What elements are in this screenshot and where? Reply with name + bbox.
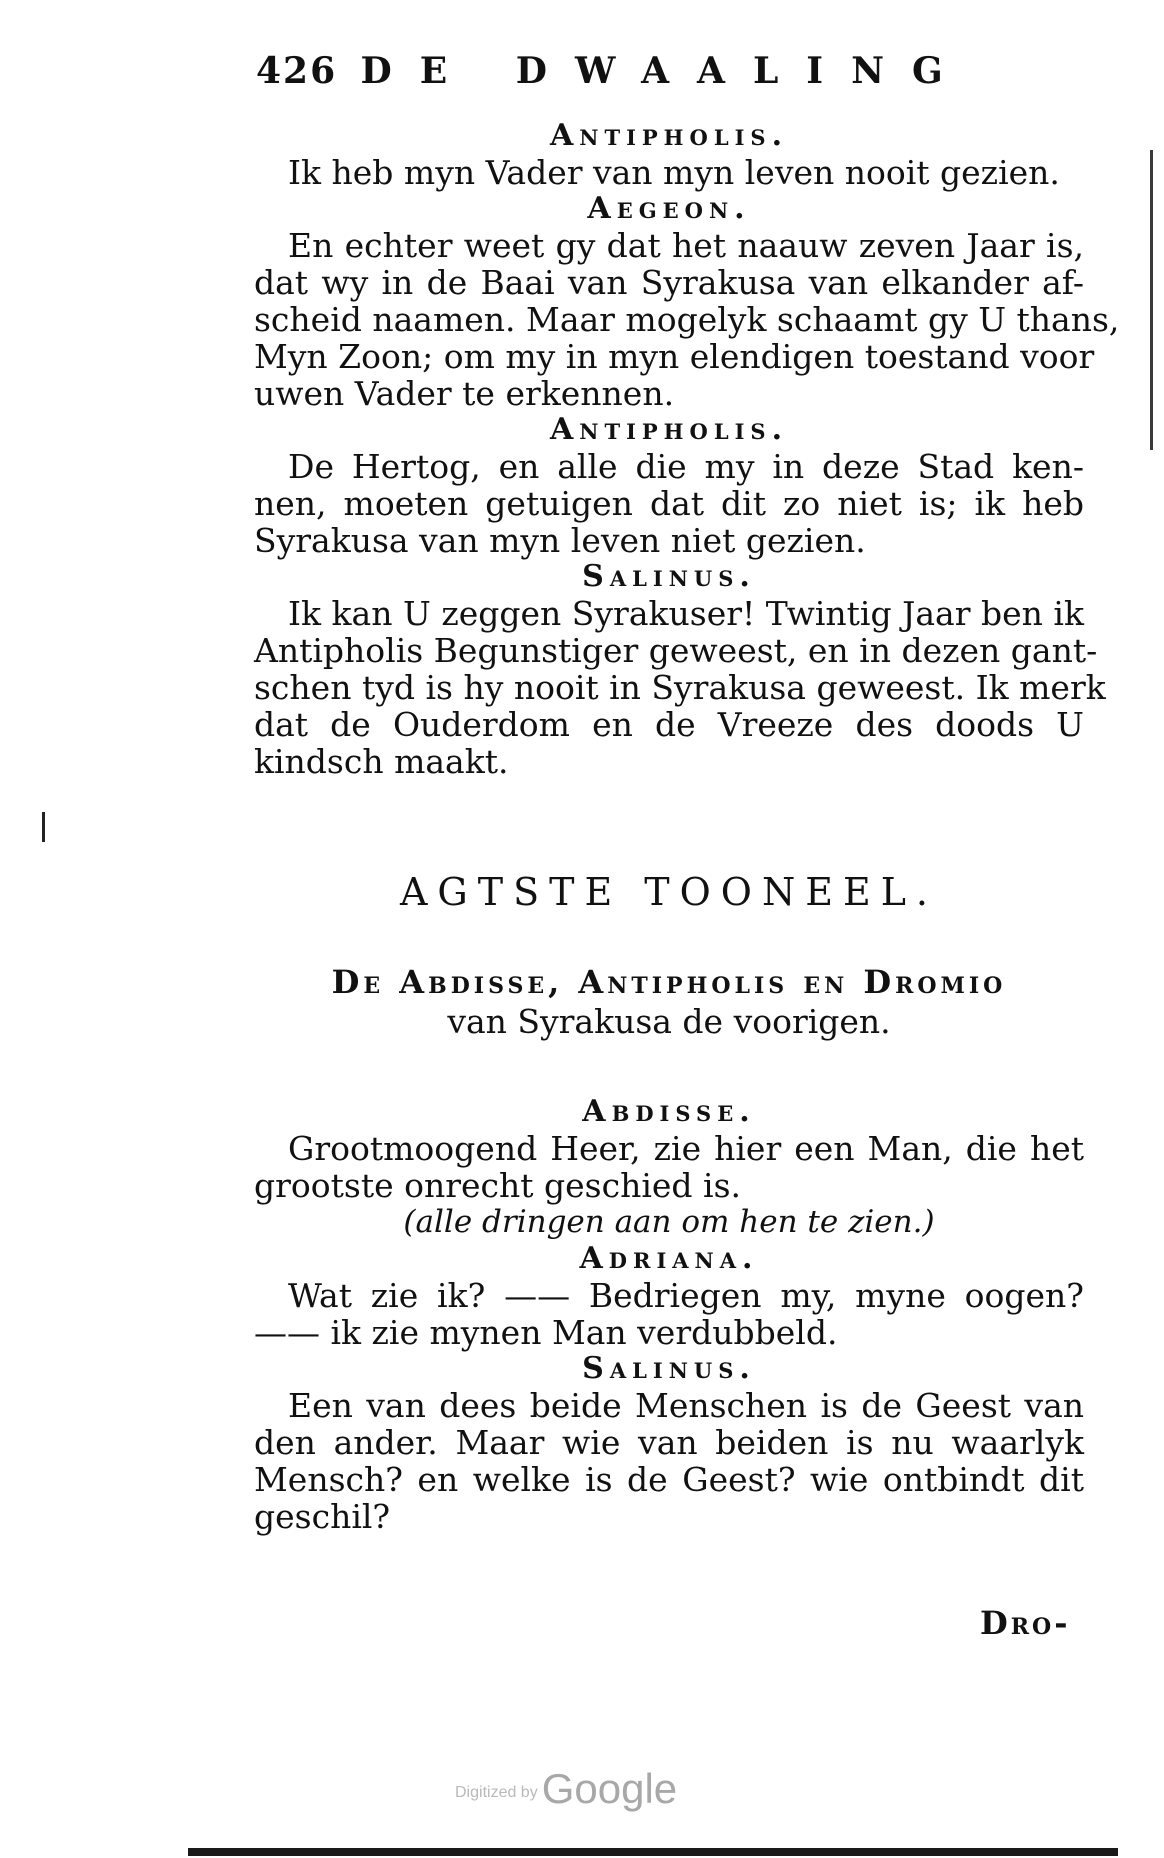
dialogue-line: den ander. Maar wie van beiden is nu waarlyk — [254, 1423, 1084, 1462]
margin-mark — [42, 812, 45, 842]
running-head — [256, 50, 1016, 92]
page-number: 426 — [256, 50, 338, 92]
dialogue-block-1 — [254, 118, 1120, 781]
dialogue-line: nen, moeten getuigen dat dit zo niet is; ik heb — [254, 484, 1084, 523]
bottom-edge-rule — [188, 1848, 1118, 1856]
speaker-name: Adriana. — [579, 1241, 759, 1276]
dialogue-line: —— ik zie mynen Man verdubbeld. — [254, 1313, 838, 1352]
cast-line: van Syrakusa de voorigen. — [447, 1002, 891, 1041]
dialogue-line: kindsch maakt. — [254, 742, 509, 781]
dialogue-line: Ik kan U zeggen Syrakuser! Twintig Jaar ben ik — [288, 594, 1084, 633]
cast-line: De Abdisse, Antipholis en Dromio — [331, 963, 1007, 1001]
dialogue-block-2 — [254, 1094, 1084, 1535]
dialogue-line: geschil? — [254, 1497, 391, 1536]
catchword: Dro- — [980, 1604, 1071, 1642]
page-edge-shadow — [1150, 150, 1153, 450]
dialogue-line: dat wy in de Baai van Syrakusa van elkander af- — [254, 263, 1084, 302]
speaker-name: Antipholis. — [549, 412, 789, 447]
dialogue-line: Myn Zoon; om my in myn elendigen toestand voor — [254, 337, 1095, 376]
dialogue-line: Wat zie ik? —— Bedriegen my, myne oogen? — [288, 1276, 1084, 1315]
dialogue-line: uwen Vader te erkennen. — [254, 374, 675, 413]
speaker-name: Aegeon. — [587, 191, 751, 226]
dialogue-line: scheid naamen. Maar mogelyk schaamt gy U thans, — [254, 300, 1120, 339]
scene-heading: AGTSTE TOONEEL. — [399, 870, 939, 914]
dialogue-line: Syrakusa van myn leven niet gezien. — [254, 521, 866, 560]
digitization-watermark — [455, 1765, 677, 1813]
stage-direction: (alle dringen aan om hen te zien.) — [403, 1204, 935, 1240]
dialogue-line: schen tyd is hy nooit in Syrakusa geweest. Ik merk — [254, 668, 1106, 707]
speaker-name: Salinus. — [582, 559, 756, 594]
dialogue-line: Mensch? en welke is de Geest? wie ontbindt dit — [254, 1460, 1084, 1499]
cast-list — [254, 962, 1084, 1042]
dialogue-line: Een van dees beide Menschen is de Geest van — [288, 1386, 1084, 1425]
dialogue-line: grootste onrecht geschied is. — [254, 1166, 742, 1205]
speaker-name: Salinus. — [582, 1351, 756, 1386]
dialogue-line: Ik heb myn Vader van myn leven nooit gezien. — [288, 153, 1060, 192]
watermark-prefix: Digitized by — [455, 1784, 538, 1801]
google-logo: Google — [541, 1765, 678, 1812]
running-title: DE DWAALING — [360, 50, 971, 92]
dialogue-line: dat de Ouderdom en de Vreeze des doods U — [254, 705, 1084, 744]
dialogue-line: En echter weet gy dat het naauw zeven Jaar is, — [288, 226, 1084, 265]
speaker-name: Abdisse. — [582, 1094, 756, 1129]
dialogue-line: De Hertog, en alle die my in deze Stad ken- — [288, 447, 1084, 486]
dialogue-line: Grootmoogend Heer, zie hier een Man, die het — [288, 1129, 1084, 1168]
dialogue-line: Antipholis Begunstiger geweest, en in dezen gant- — [254, 631, 1098, 670]
speaker-name: Antipholis. — [549, 118, 789, 153]
